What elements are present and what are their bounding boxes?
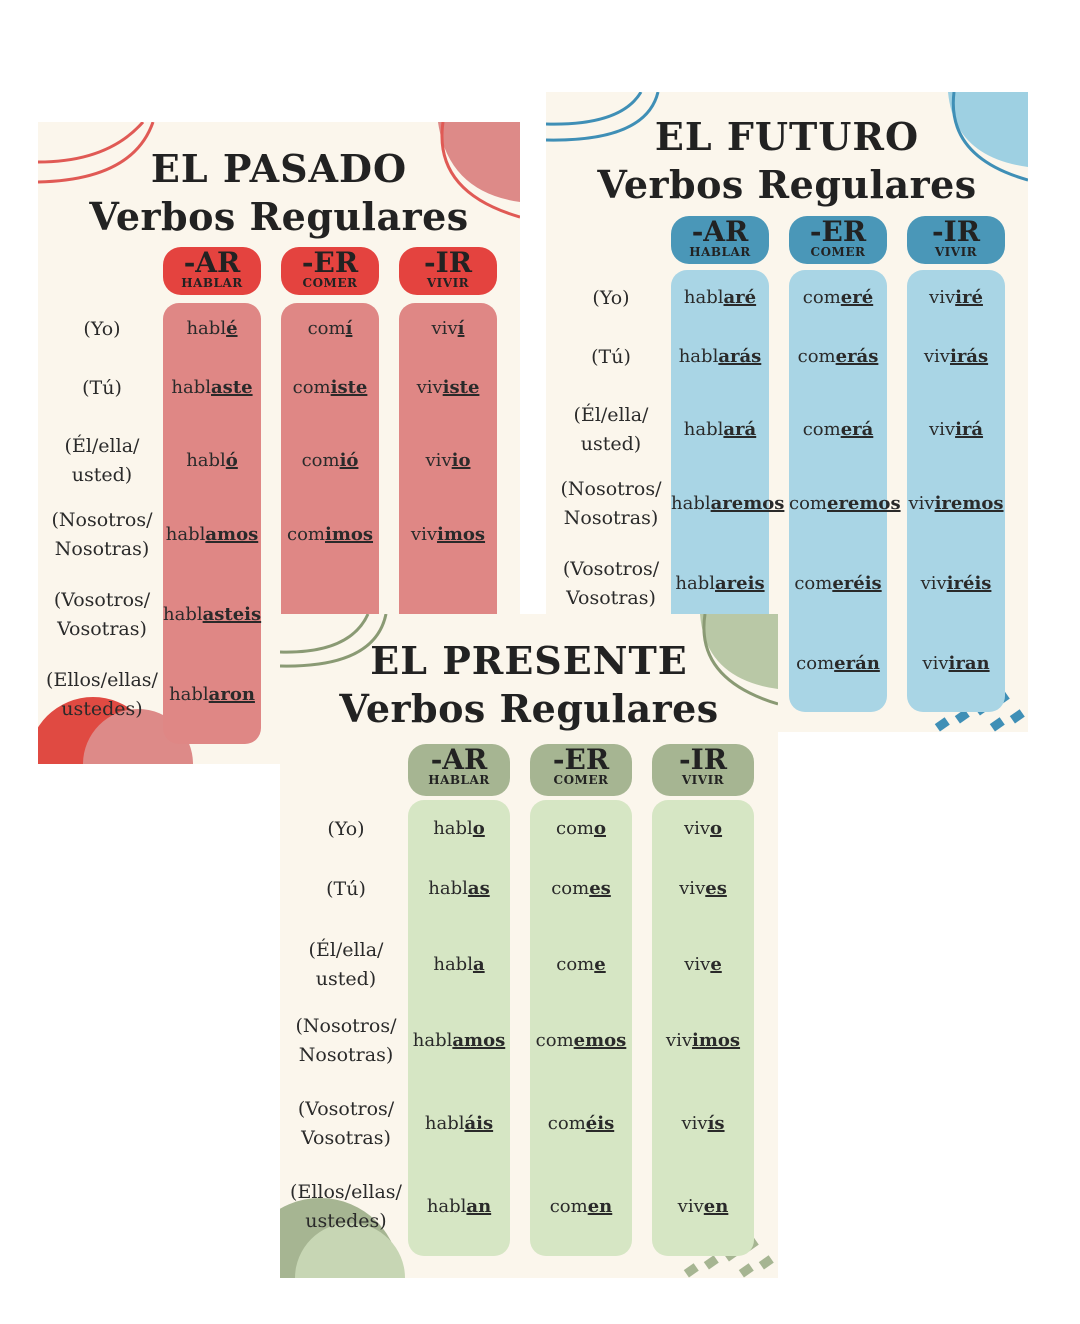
infinitive-label: VIVIR — [681, 773, 725, 787]
conjugation-ir: vivimos — [665, 1030, 741, 1051]
conjugation-ar: hablarás — [678, 346, 762, 367]
conjugation-ar: hablan — [426, 1196, 492, 1217]
conjugation-ar: hablareis — [675, 573, 765, 594]
conjugation-ir: vivís — [681, 1113, 725, 1134]
conjugation-er: comeré — [802, 287, 874, 308]
conjugation-er: comerás — [797, 346, 879, 367]
conjugation-ar: habláis — [424, 1113, 494, 1134]
ending-label: -IR — [679, 743, 727, 776]
ending-label: -AR — [430, 743, 488, 776]
pronoun-label: (Nosotros/ Nosotras) — [560, 478, 662, 529]
pronoun-label: (Yo) — [83, 317, 121, 340]
conjugation-ir: vivirá — [928, 419, 984, 440]
title: EL PASADO — [150, 146, 408, 191]
pronoun-label: (Tú) — [591, 345, 631, 368]
pronoun-label: (Tú) — [82, 376, 122, 399]
column-header-er — [530, 744, 632, 796]
ending-label: -IR — [932, 215, 980, 248]
column-ir — [907, 270, 1005, 712]
column-ar — [408, 800, 510, 1256]
conjugation-ir: vivirás — [923, 346, 989, 367]
column-header-ir — [399, 247, 497, 295]
conjugation-er: come — [556, 954, 606, 975]
conjugation-ir: viviremos — [908, 493, 1004, 514]
pronoun-label: (Yo) — [592, 286, 630, 309]
title: EL PRESENTE — [370, 638, 688, 683]
subtitle: Verbos Regulares — [89, 194, 469, 239]
conjugation-ir: viviréis — [920, 573, 992, 594]
column-header-er — [789, 216, 887, 264]
ending-label: -AR — [183, 246, 241, 279]
conjugation-er: comimos — [286, 524, 374, 545]
conjugation-er: comes — [551, 878, 611, 899]
conjugation-ar: hablé — [186, 318, 238, 339]
infinitive-label: VIVIR — [426, 276, 470, 290]
pronoun-label: (Él/ella/ usted) — [573, 404, 649, 455]
pronoun-label: (Ellos/ellas/ ustedes) — [46, 669, 158, 720]
ending-label: -ER — [552, 743, 610, 776]
conjugation-ir: viven — [677, 1196, 729, 1217]
column-header-ir — [907, 216, 1005, 264]
ending-label: -AR — [691, 215, 749, 248]
column-header-ar — [408, 744, 510, 796]
conjugation-ar: habla — [433, 954, 485, 975]
title: EL FUTURO — [654, 114, 920, 159]
ending-label: -ER — [301, 246, 359, 279]
ending-label: -ER — [809, 215, 867, 248]
poster-title — [546, 114, 1028, 207]
conjugation-ar: hablaré — [683, 287, 757, 308]
conjugation-ir: viviré — [929, 287, 983, 308]
column-er — [530, 800, 632, 1256]
infinitive-label: HABLAR — [428, 773, 490, 787]
infinitive-label: HABLAR — [181, 276, 243, 290]
pronoun-label: (Nosotros/ Nosotras) — [51, 509, 153, 560]
pronoun-label: (Tú) — [326, 877, 366, 900]
poster-presente — [280, 614, 778, 1278]
column-header-ar — [163, 247, 261, 295]
conjugation-er: comiste — [292, 377, 368, 398]
conjugation-er: comió — [301, 450, 359, 471]
conjugation-ar: habló — [186, 450, 238, 471]
conjugation-ar: hablamos — [412, 1030, 506, 1051]
pronoun-label: (Vosotros/ Vosotras) — [53, 589, 151, 640]
pronoun-label: (Ellos/ellas/ ustedes) — [290, 1181, 402, 1232]
ending-label: -IR — [424, 246, 472, 279]
conjugation-ar: hablamos — [165, 524, 259, 545]
subtitle: Verbos Regulares — [339, 686, 719, 731]
poster-title — [280, 638, 778, 731]
pronoun-label: (Nosotros/ Nosotras) — [295, 1015, 397, 1066]
conjugation-er: comerá — [802, 419, 874, 440]
column-er — [789, 270, 901, 712]
conjugation-er: comerán — [796, 653, 880, 674]
conjugation-ar: hablará — [683, 419, 757, 440]
pronoun-label: (Vosotros/ Vosotras) — [562, 558, 660, 609]
conjugation-ir: vivo — [683, 818, 723, 839]
conjugation-ir: viví — [431, 318, 465, 339]
infinitive-label: COMER — [302, 276, 358, 290]
infinitive-label: VIVIR — [934, 245, 978, 259]
conjugation-ar: hablaste — [171, 377, 253, 398]
column-ir — [652, 800, 754, 1256]
column-header-ir — [652, 744, 754, 796]
conjugation-er: comemos — [535, 1030, 627, 1051]
conjugation-er: comeréis — [794, 573, 882, 594]
conjugation-ar: hablaremos — [671, 493, 785, 514]
pronoun-label: (Yo) — [327, 817, 365, 840]
conjugation-ir: viviran — [922, 653, 990, 674]
conjugation-er: coméis — [547, 1113, 615, 1134]
pronoun-label: (Él/ella/ usted) — [308, 939, 384, 990]
conjugation-ar: hablas — [428, 878, 490, 899]
conjugation-er: comeremos — [789, 493, 901, 514]
conjugation-ir: vivio — [425, 450, 471, 471]
conjugation-er: como — [555, 818, 606, 839]
conjugation-ar: hablo — [433, 818, 485, 839]
infinitive-label: COMER — [810, 245, 866, 259]
infinitive-label: COMER — [553, 773, 609, 787]
pronoun-label: (Vosotros/ Vosotras) — [297, 1098, 395, 1149]
conjugation-ir: vives — [679, 878, 727, 899]
pronoun-label: (Él/ella/ usted) — [64, 435, 140, 486]
conjugation-ir: vivimos — [410, 524, 486, 545]
conjugation-er: comen — [549, 1196, 613, 1217]
poster-title — [38, 146, 520, 239]
conjugation-ir: vive — [684, 954, 722, 975]
conjugation-er: comí — [307, 318, 353, 339]
conjugation-ar: hablaron — [169, 684, 255, 705]
subtitle: Verbos Regulares — [597, 162, 977, 207]
conjugation-ar: hablasteis — [163, 604, 262, 625]
infinitive-label: HABLAR — [689, 245, 751, 259]
conjugation-ir: viviste — [416, 377, 480, 398]
column-header-ar — [671, 216, 769, 264]
column-header-er — [281, 247, 379, 295]
